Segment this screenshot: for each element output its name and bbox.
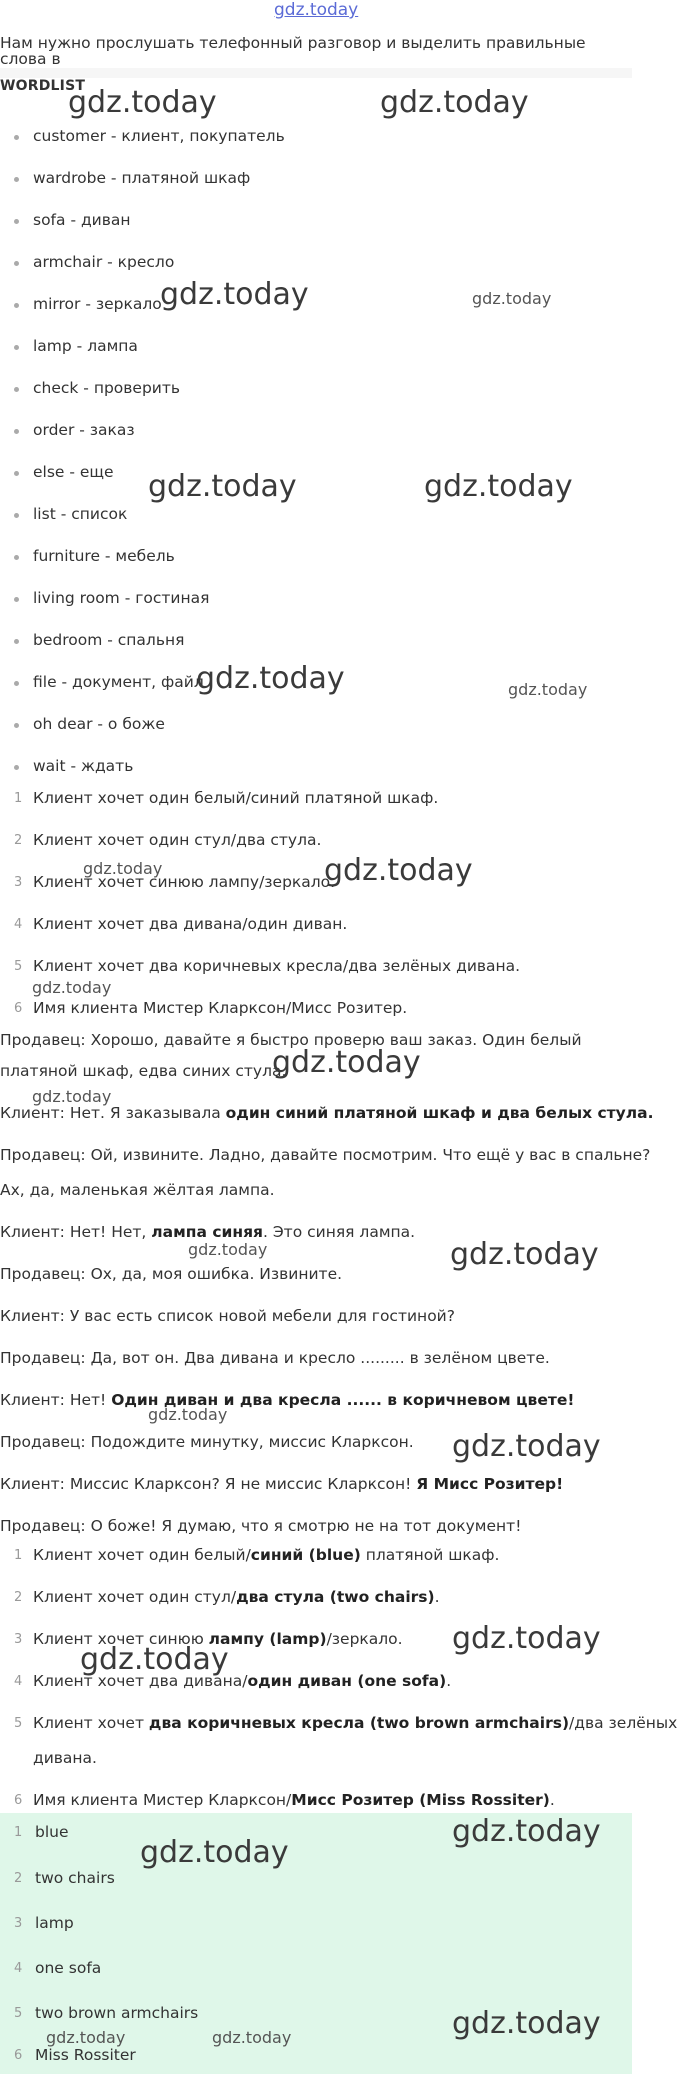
item-number: 4	[14, 1961, 23, 1976]
dialogue-line: Продавец: О боже! Я думаю, что я смотрю не на тот документ!	[0, 1517, 522, 1535]
item-number: 4	[14, 1674, 23, 1689]
list-item: furniture - мебель	[33, 547, 175, 565]
text: Клиент хочет	[33, 1714, 149, 1732]
dialogue-line	[0, 1225, 415, 1241]
highlight: Один диван и два кресла ...... в коричневом цвете!	[111, 1391, 575, 1409]
item-number: 5	[14, 959, 23, 974]
highlight: Мисс Розитер (Miss Rossiter)	[291, 1791, 550, 1809]
highlight: один синий платяной шкаф и два белых стула.	[225, 1104, 654, 1122]
list-item: wardrobe - платяной шкаф	[33, 169, 251, 187]
watermark: gdz.today	[324, 853, 473, 888]
watermark: gdz.today	[148, 469, 297, 504]
watermark: gdz.today	[46, 2028, 126, 2047]
bullet	[14, 219, 19, 224]
divider	[0, 68, 632, 78]
watermark: gdz.today	[140, 1835, 289, 1870]
wordlist-title: WORDLIST	[0, 78, 86, 94]
item-number: 3	[14, 1916, 23, 1931]
text: Клиент хочет один белый/	[33, 1546, 251, 1564]
dialogue-line	[0, 1477, 563, 1493]
item-number: 4	[14, 917, 23, 932]
item-number: 5	[14, 2006, 23, 2021]
watermark: gdz.today	[148, 1405, 228, 1424]
highlight: два стула (two chairs)	[236, 1588, 435, 1606]
page-header	[0, 0, 632, 80]
highlight: лампу (lamp)	[208, 1630, 327, 1648]
text: Клиент хочет два дивана/	[33, 1672, 248, 1690]
task-item: Клиент хочет два дивана/один диван.	[33, 915, 348, 933]
watermark: gdz.today	[68, 85, 217, 120]
list-item: list - список	[33, 505, 128, 523]
watermark: gdz.today	[508, 680, 588, 699]
item-number: 1	[14, 791, 23, 806]
dialogue-line: платяной шкаф, едва синих стула.	[0, 1062, 287, 1080]
bullet	[14, 765, 19, 770]
bullet	[14, 135, 19, 140]
list-item: customer - клиент, покупатель	[33, 127, 285, 145]
highlight: один диван (one sofa)	[247, 1672, 447, 1690]
dialogue-line: Продавец: Да, вот он. Два дивана и кресло ......... в зелёном цвете.	[0, 1349, 550, 1367]
bullet	[14, 177, 19, 182]
text: Клиент: Миссис Кларксон? Я не миссис Кларксон!	[0, 1475, 417, 1493]
bullet	[14, 597, 19, 602]
item-number: 6	[14, 1793, 23, 1808]
final-answer: blue	[35, 1823, 69, 1841]
bullet	[14, 681, 19, 686]
task-item: Клиент хочет один стул/два стула.	[33, 831, 322, 849]
bullet	[14, 303, 19, 308]
watermark: gdz.today	[188, 1240, 268, 1259]
text: .	[446, 1672, 452, 1690]
list-item: wait - ждать	[33, 757, 134, 775]
highlight: Я Мисс Розитер!	[416, 1475, 564, 1493]
watermark: gdz.today	[450, 1237, 599, 1272]
answer-item	[33, 1716, 677, 1732]
text: /два зелёных	[569, 1714, 677, 1732]
watermark: gdz.today	[472, 289, 552, 308]
final-answer: two brown armchairs	[35, 2004, 199, 2022]
answer-item-continuation: дивана.	[33, 1749, 97, 1767]
text: .	[434, 1588, 440, 1606]
list-item: else - еще	[33, 463, 114, 481]
watermark: gdz.today	[452, 1429, 601, 1464]
list-item: sofa - диван	[33, 211, 131, 229]
item-number: 1	[14, 1825, 23, 1840]
task-item: Клиент хочет два коричневых кресла/два зелёных дивана.	[33, 957, 521, 975]
dialogue-line: Продавец: Ой, извините. Ладно, давайте посмотрим. Что ещё у вас в спальне?	[0, 1146, 651, 1164]
bullet	[14, 639, 19, 644]
text: Имя клиента Мистер Кларксон/	[33, 1791, 292, 1809]
task-item: Клиент хочет синюю лампу/зеркало.	[33, 873, 336, 891]
answer-item	[33, 1548, 499, 1564]
bullet	[14, 429, 19, 434]
text: . Это синяя лампа.	[263, 1223, 416, 1241]
watermark: gdz.today	[272, 1045, 421, 1080]
watermark: gdz.today	[424, 469, 573, 504]
dialogue-line	[0, 1393, 574, 1409]
item-number: 2	[14, 833, 23, 848]
list-item: order - заказ	[33, 421, 135, 439]
text: .	[549, 1791, 555, 1809]
list-item: file - документ, файл	[33, 673, 204, 691]
watermark: gdz.today	[32, 1087, 112, 1106]
bullet	[14, 261, 19, 266]
watermark: gdz.today	[212, 2028, 292, 2047]
bullet	[14, 345, 19, 350]
watermark: gdz.today	[83, 859, 163, 878]
final-answer: Miss Rossiter	[35, 2046, 136, 2064]
item-number: 6	[14, 2048, 23, 2063]
watermark: gdz.today	[80, 1642, 229, 1677]
intro-text: Нам нужно прослушать телефонный разговор и выделить правильные слова в	[0, 34, 586, 68]
list-item: bedroom - спальня	[33, 631, 185, 649]
text: Клиент: Нет!	[0, 1391, 112, 1409]
item-number: 3	[14, 875, 23, 890]
item-number: 5	[14, 1716, 23, 1731]
bullet	[14, 723, 19, 728]
item-number: 2	[14, 1590, 23, 1605]
bullet	[14, 387, 19, 392]
dialogue-line: Клиент: У вас есть список новой мебели для гостиной?	[0, 1307, 455, 1325]
text: Клиент: Нет. Я заказывала	[0, 1104, 226, 1122]
list-item: oh dear - о боже	[33, 715, 165, 733]
task-item: Клиент хочет один белый/синий платяной шкаф.	[33, 789, 439, 807]
answer-item	[33, 1590, 440, 1606]
list-item: lamp - лампа	[33, 337, 138, 355]
item-number: 3	[14, 1632, 23, 1647]
bullet	[14, 555, 19, 560]
list-item: mirror - зеркало	[33, 295, 162, 313]
dialogue-line: Ах, да, маленькая жёлтая лампа.	[0, 1181, 275, 1199]
highlight: два коричневых кресла (two brown armchairs)	[148, 1714, 570, 1732]
task-item: Имя клиента Мистер Кларксон/Мисс Розитер.	[33, 999, 408, 1017]
watermark: gdz.today	[452, 1814, 601, 1849]
watermark: gdz.today	[452, 2006, 601, 2041]
final-answer: two chairs	[35, 1869, 115, 1887]
answer-item	[33, 1793, 555, 1809]
dialogue-line: Продавец: Ох, да, моя ошибка. Извините.	[0, 1265, 343, 1283]
text: Клиент хочет один стул/	[33, 1588, 237, 1606]
text: Клиент: Нет! Нет,	[0, 1223, 152, 1241]
site-logo[interactable]: gdz.today	[274, 0, 359, 20]
bullet	[14, 513, 19, 518]
watermark: gdz.today	[380, 85, 529, 120]
dialogue-line: Продавец: Хорошо, давайте я быстро проверю ваш заказ. Один белый	[0, 1031, 582, 1049]
final-answer: one sofa	[35, 1959, 102, 1977]
bullet	[14, 471, 19, 476]
text: платяной шкаф.	[360, 1546, 500, 1564]
watermark: gdz.today	[452, 1621, 601, 1656]
list-item: armchair - кресло	[33, 253, 175, 271]
highlight: синий (blue)	[250, 1546, 361, 1564]
final-answer: lamp	[35, 1914, 74, 1932]
dialogue-line: Продавец: Подождите минутку, миссис Кларксон.	[0, 1433, 414, 1451]
text: Клиент хочет синюю	[33, 1630, 209, 1648]
highlight: лампа синяя	[151, 1223, 263, 1241]
item-number: 1	[14, 1548, 23, 1563]
watermark: gdz.today	[196, 661, 345, 696]
watermark: gdz.today	[32, 978, 112, 997]
dialogue-line	[0, 1106, 653, 1122]
item-number: 6	[14, 1001, 23, 1016]
list-item: check - проверить	[33, 379, 181, 397]
item-number: 2	[14, 1871, 23, 1886]
text: /зеркало.	[326, 1630, 403, 1648]
list-item: living room - гостиная	[33, 589, 210, 607]
watermark: gdz.today	[160, 277, 309, 312]
